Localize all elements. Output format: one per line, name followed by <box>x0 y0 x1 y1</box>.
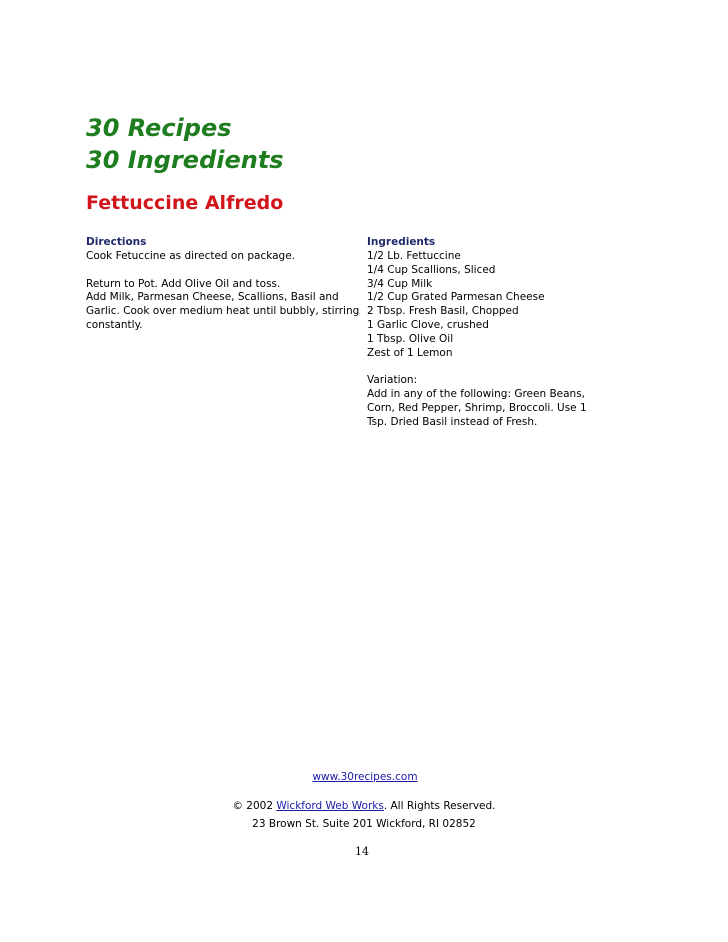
ingredient-item: 1/4 Cup Scallions, Sliced <box>367 263 496 276</box>
copyright-prefix: © 2002 <box>232 800 277 812</box>
recipe-title: Fettuccine Alfredo <box>86 192 284 214</box>
direction-line: Add Milk, Parmesan Cheese, Scallions, Basil and <box>86 291 339 304</box>
book-title-line-2: 30 Ingredients <box>86 146 284 174</box>
address-line: 23 Brown St. Suite 201 Wickford, RI 02852 <box>252 818 476 830</box>
variation-line: Corn, Red Pepper, Shrimp, Broccoli. Use 1 <box>367 401 587 414</box>
directions-heading: Directions <box>86 236 147 248</box>
ingredient-item: 3/4 Cup Milk <box>367 277 433 290</box>
direction-line: constantly. <box>86 318 143 331</box>
ingredient-item: 1/2 Cup Grated Parmesan Cheese <box>367 291 545 304</box>
ingredient-item: 1 Tbsp. Olive Oil <box>367 332 454 345</box>
page-number-line <box>0 845 728 859</box>
ingredient-item: 1 Garlic Clove, crushed <box>367 318 489 331</box>
direction-line <box>86 264 359 278</box>
spacer <box>367 360 587 374</box>
directions-text <box>86 250 359 333</box>
direction-line: Garlic. Cook over medium heat until bubbly, stirring <box>86 305 360 318</box>
page-number: 14 <box>355 845 369 858</box>
company-link[interactable]: Wickford Web Works <box>276 800 384 812</box>
direction-line: Cook Fetuccine as directed on package. <box>86 250 296 262</box>
ingredient-item: Zest of 1 Lemon <box>367 346 453 359</box>
book-title-line-1: 30 Recipes <box>86 114 232 142</box>
copyright-line <box>0 799 728 813</box>
variation-line: Variation: <box>367 374 418 387</box>
website-line <box>0 770 728 784</box>
copyright-suffix: . All Rights Reserved. <box>383 800 496 812</box>
direction-line: Return to Pot. Add Olive Oil and toss. <box>86 277 281 290</box>
ingredient-item: 2 Tbsp. Fresh Basil, Chopped <box>367 305 519 318</box>
variation-line: Add in any of the following: Green Beans, <box>367 387 586 400</box>
variation-line: Tsp. Dried Basil instead of Fresh. <box>367 415 538 428</box>
ingredients-heading: Ingredients <box>367 236 436 248</box>
ingredients-list <box>367 250 587 429</box>
ingredient-item: 1/2 Lb. Fettuccine <box>367 250 461 262</box>
website-link[interactable]: www.30recipes.com <box>312 771 418 783</box>
